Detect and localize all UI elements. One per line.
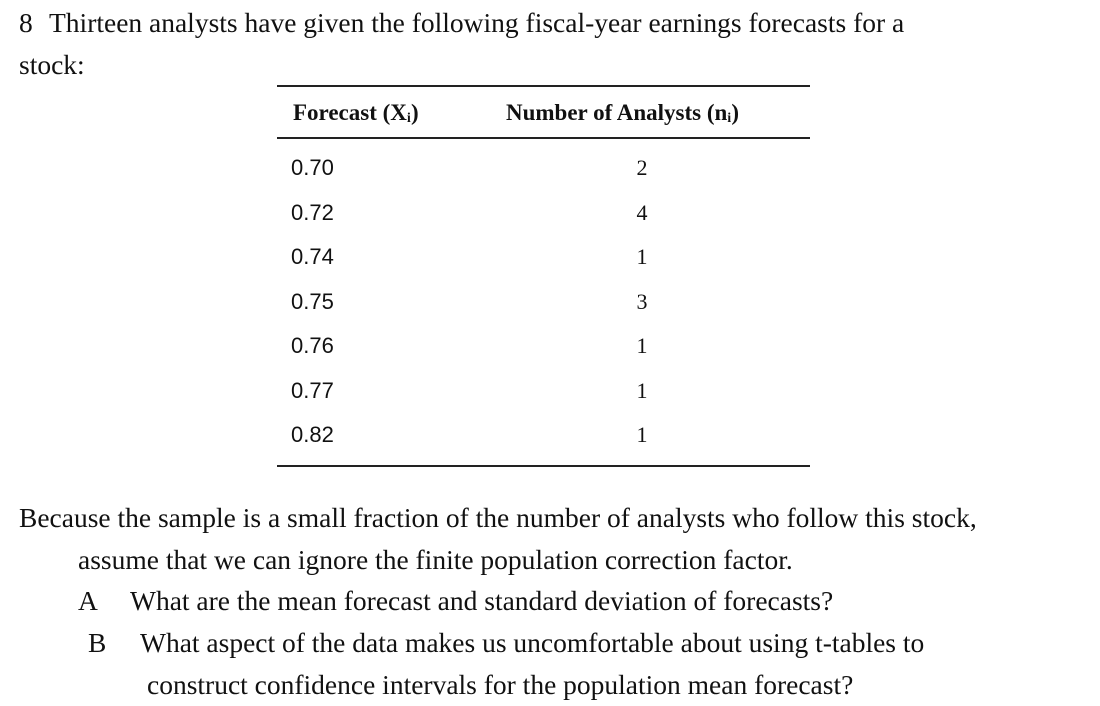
- analysts-cell: 2: [636, 155, 648, 180]
- part-b-line-1: What aspect of the data makes us uncomfortable about using t-tables to: [140, 627, 925, 658]
- table-row: [277, 194, 810, 239]
- question-line-2: stock:: [19, 49, 85, 80]
- table-body: [277, 149, 810, 465]
- table-row: [277, 372, 810, 417]
- table-row: [277, 416, 810, 461]
- header-forecast: Forecast (Xᵢ): [293, 100, 419, 125]
- question-header: [19, 2, 1079, 86]
- paragraph-line-2: assume that we can ignore the finite population correction factor.: [78, 544, 793, 575]
- part-b-letter: B: [88, 627, 107, 658]
- forecast-cell: 0.82: [291, 422, 334, 447]
- analysts-cell: 1: [636, 422, 648, 447]
- part-a: [78, 580, 833, 622]
- table-bottom-rule: [277, 465, 810, 467]
- part-a-letter: A: [78, 585, 98, 616]
- forecast-cell: 0.70: [291, 155, 334, 180]
- table-row: [277, 283, 810, 328]
- forecast-cell: 0.74: [291, 244, 334, 269]
- analysts-cell: 3: [636, 288, 648, 314]
- table-header-rule: [277, 137, 810, 139]
- forecast-cell: 0.75: [291, 288, 334, 314]
- part-a-text: What are the mean forecast and standard deviation of forecasts?: [130, 585, 834, 616]
- question-line-1: [19, 2, 1079, 44]
- table-row: [277, 238, 810, 283]
- forecast-cell: 0.72: [291, 199, 334, 225]
- analysts-cell: 1: [636, 377, 648, 403]
- context-paragraph: [19, 497, 1094, 581]
- table-row: [277, 149, 810, 194]
- question-intro: Thirteen analysts have given the following fiscal-year earnings forecasts for a: [49, 7, 905, 38]
- paragraph-line-1: Because the sample is a small fraction of the number of analysts who follow this stock,: [19, 502, 977, 533]
- part-b: [88, 622, 1078, 706]
- table-header: [277, 87, 810, 137]
- forecast-table: [277, 85, 810, 467]
- analysts-cell: 4: [636, 199, 648, 225]
- table-row: [277, 327, 810, 372]
- forecast-cell: 0.77: [291, 377, 334, 403]
- question-number: 8: [19, 7, 33, 38]
- header-analysts: Number of Analysts (nᵢ): [506, 100, 740, 125]
- analysts-cell: 1: [636, 333, 648, 358]
- analysts-cell: 1: [636, 244, 648, 269]
- part-b-line-2: construct confidence intervals for the population mean forecast?: [147, 669, 854, 700]
- forecast-cell: 0.76: [291, 333, 334, 358]
